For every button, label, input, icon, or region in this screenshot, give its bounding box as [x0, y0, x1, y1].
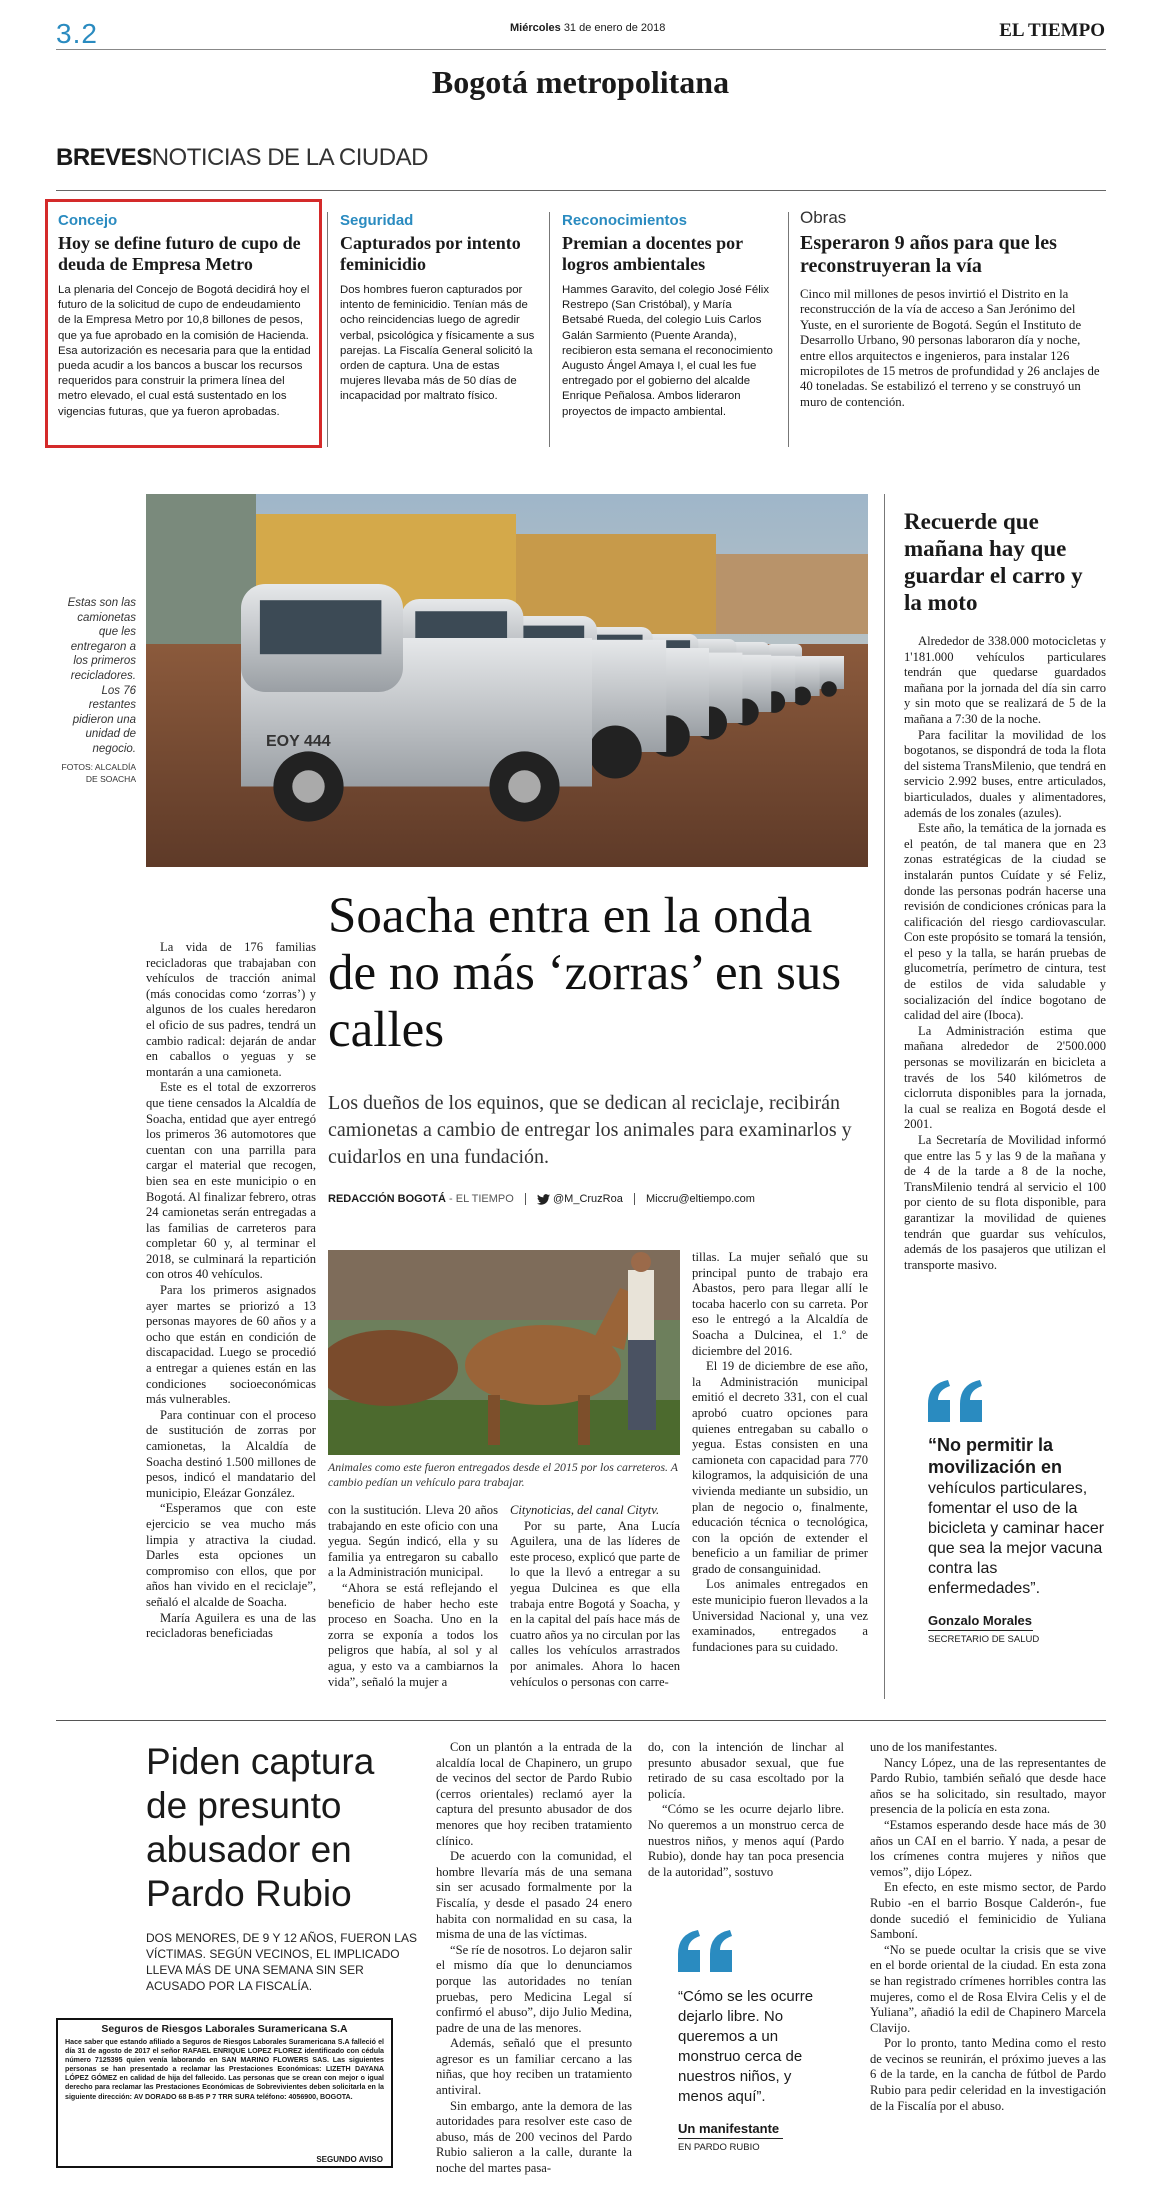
breve-concejo — [58, 212, 312, 420]
breve-headline: Premian a docentes por logros ambientales — [562, 233, 743, 274]
breve-divider — [788, 212, 789, 447]
paragraph: Este es el total de exzorreros que tiene censados la Alcaldía de Soacha, entidad que ayer entregó los primeros 36 automotores que cuentan con una parrilla para cargar el material que recogen, bien sea en este municipio o en Bogotá. Al finalizar febrero, otras 24 camionetas serán entregadas a las familias de carreteros para completar 60 y, al terminar el 2018, se culminará la repartición con otros 40 vehículos. — [146, 1080, 316, 1282]
paragraph: uno de los manifestantes. — [870, 1740, 998, 1754]
quote-text — [928, 1435, 1108, 1599]
legal-notice — [56, 2018, 393, 2168]
sidebar-body — [904, 634, 1106, 1273]
paragraph: con la sustitución. Lleva 20 años trabajando en este oficio con una yegua. Según indicó, ella y su familia ya entregaron su caballo a la Administración municipal. — [328, 1503, 498, 1580]
breve-reconocimientos — [562, 212, 776, 420]
horse-caption: Animales como este fueron entregados desde el 2015 por los carreteros. A cambio pedían un vehículo para trabajar. — [328, 1460, 678, 1489]
sidebar-divider — [884, 494, 885, 1699]
paragraph: Para facilitar la movilidad de los bogotanos, se dispondrá de toda la flota del sistema TransMilenio, que tendrá en servicio 2.992 buses, entre articulados, biarticulados, duales y alimentadores, además de los zonales (azules). — [904, 727, 1106, 820]
quote-text: “Cómo se les ocurre dejarlo libre. No queremos a un monstruo cerca de nuestros niños, y menos aquí”. — [678, 1988, 814, 2105]
paragraph: De acuerdo con la comunidad, el hombre llevaría más de una semana sin ser acusado formalmente por la Fiscalía, y desde el pasado 24 enero habita con normalidad en su casa, la misma de una de las víctimas. — [436, 1849, 632, 1942]
second-quote — [678, 1930, 828, 2153]
notice-title: Seguros de Riesgos Laborales Suramericana S.A — [101, 2023, 348, 2035]
trucks-photo — [146, 494, 868, 867]
photo-caption-text: Estas son las camionetas que les entregaron a los primeros recicladores. Los 76 restantes pidieron una unidad de negocio. — [67, 597, 136, 755]
paragraph — [510, 1503, 680, 1519]
breve-obras — [800, 208, 1106, 410]
paragraph: La vida de 176 familias recicladoras que trabajaban con vehículos de tracción animal (más conocidas como ‘zorras’) y algunos de los cuales heredaron el oficio de sus padres, tendrá un cambio radical: dejarán de andar en caballos o yeguas y se montarán a una camioneta. — [146, 940, 316, 1079]
main-column-2 — [328, 1503, 498, 1690]
trucks-image — [146, 494, 868, 867]
paragraph: do, con la intención de linchar al presunto abusador sexual, que fue retirado de su casa escoltado por la policía. — [648, 1740, 844, 1801]
quote-bold: “No permitir la movilización en — [928, 1435, 1063, 1477]
paragraph: La Secretaría de Movilidad informó que entre las 5 y las 9 de la mañana y de 4 de la tarde a 8 de la noche, TransMilenio tendrá al servicio el 100 por ciento de su flota disponible, para garantizar la movilidad de quienes tendrán que guardar sus vehículos, además de los pasajeros que utilizan el transporte masivo. — [904, 1133, 1106, 1272]
quote-role: EN PARDO RUBIO — [678, 2142, 760, 2153]
twitter-icon — [537, 1194, 550, 1205]
paragraph: “Se ríe de nosotros. Lo dejaron salir el mismo día que lo denunciamos porque las autoridades no tenían pruebas, pero Medicina Legal sí confirmó el abuso”, dijo Julio Medina, padre de una de las menores. — [436, 1942, 632, 2035]
quote-author-rule — [678, 2138, 783, 2139]
paragraph: “Cómo se les ocurre dejarlo libre. No queremos a un monstruo cerca de nuestros niños, y menos aquí (Pardo Rubio), donde hay tan poca presencia de la autoridad”, sostuvo — [648, 1802, 844, 1879]
breve-divider — [327, 212, 328, 447]
paragraph: tillas. La mujer señaló que su principal punto de trabajo era Abastos, pero para llegar allí le tocaba hacerlo con su carreta. Por eso le entregó a la Alcaldía de Soacha a Dulcinea, el 1.º de diciembre del 2016. — [692, 1250, 868, 1358]
quote-author: Un manifestante — [678, 2121, 780, 2136]
byline-email[interactable]: Miccru@eltiempo.com — [645, 1193, 755, 1205]
breve-kicker: Reconocimientos — [562, 212, 688, 229]
horse-image — [328, 1250, 680, 1455]
breve-seguridad — [340, 212, 538, 405]
paragraph: Este año, la temática de la jornada es el peatón, de tal manera que en 23 zonas estratégicas de la ciudad se instalarán puntos Cuídate y sé Feliz, donde las personas podrán hacerse una revisión de condiciones crónicas para la calificación del riesgo cardiovascular. Con este propósito se tomará la tensión, el peso y la talla, se harán pruebas de glucometría, perímetro de cintura, test de estilos de vida saludable y socialización del índice bogotano de calidad del aire (Iboca). — [904, 821, 1106, 1023]
breve-kicker: Concejo — [58, 212, 118, 229]
edition-date — [510, 22, 665, 34]
main-headline: Soacha entra en la onda de no más ‘zorras’ en sus calles — [328, 888, 842, 1058]
paragraph: Además, señaló que el presunto agresor es un familiar cercano a las niñas, que hoy reciben un tratamiento antiviral. — [436, 2036, 632, 2098]
person — [628, 1270, 654, 1340]
main-column-1 — [146, 940, 316, 1642]
breve-kicker: Obras — [800, 208, 847, 227]
breves-rule — [56, 190, 1106, 191]
paragraph: Por su parte, Ana Lucía Aguilera, una de las líderes de este proceso, explicó que parte de lo que la llevó a entregar a su yegua Dulcinea es que ella trabaja entre Bogotá y Soacha, y en la capital del país hace más de cuatro años ya no circulan por las calles los vehículos arrastrados por animales. Ahora lo hacen vehículos o personas con carre- — [510, 1518, 680, 1689]
page-number: 3.2 — [56, 18, 98, 49]
paragraph: Alrededor de 338.000 motocicletas y 1'181.000 vehículos particulares tendrán que quedarse guardados mañana por la jornada del día sin carro y sin moto que se realizará de 5 de la mañana a 7:30 de la noche. — [904, 634, 1106, 726]
breve-body: Dos hombres fueron capturados por intento de feminicidio. Tenían más de ocho reincidencias luego de agredir verbal, psicológica y físicamente a sus parejas. La Fiscalía General solicitó la orden de captura. Una de estas mujeres llevaba más de 50 días de incapacidad por maltrato físico. — [340, 284, 535, 403]
breves-label-bold: BREVES — [56, 144, 152, 171]
quote-mark-icon — [678, 1930, 736, 1972]
second-column-1 — [436, 1740, 632, 2177]
notice-footer: SEGUNDO AVISO — [316, 2155, 383, 2164]
byline-name: REDACCIÓN BOGOTÁ — [328, 1193, 446, 1205]
photo-credit: FOTOS: ALCALDÍA DE SOACHA — [61, 761, 136, 784]
photo-caption — [56, 596, 136, 785]
breve-body: La plenaria del Concejo de Bogotá decidirá hoy el futuro de la solicitud de cupo de endeudamiento de la Empresa Metro por 10,8 billones de pesos, que ya fue aprobado en la comisión de Hacienda. Esa autorización es necesaria para que la entidad pueda acudir a los bancos a buscar los recursos requeridos para construir la primera línea del metro elevado, el cual está sustentado en los vigencias futuras, que ya fueron aprobadas. — [58, 284, 311, 418]
brand-logo: EL TIEMPO — [999, 20, 1105, 41]
second-column-3 — [870, 1740, 1106, 2114]
edition-day: Miércoles — [510, 22, 561, 34]
truck-plate: EOY 444 — [266, 733, 331, 750]
paragraph: La Administración estima que mañana alrededor de 2'500.000 personas se movilizarán en bicicleta a través de los 540 kilómetros de ciclorruta disponibles para la jornada, la cual se realiza en Bogotá desde el 2001. — [904, 1023, 1106, 1132]
byline-divider — [525, 1193, 526, 1205]
paragraph: Para continuar con el proceso de sustitución de zorras por camionetas, la Alcaldía de Soacha destinó 1.500 millones de pesos, indicó el mandatario del municipio, Eleázar González. — [146, 1407, 316, 1500]
section-title: Bogotá metropolitana — [431, 64, 730, 100]
breve-body: Cinco mil millones de pesos invirtió el Distrito en la reconstrucción de la vía de acceso a San Jerónimo del Yuste, en el suroriente de Bogotá. Según el Instituto de Desarrollo Urbano, 90 personas laboraron día y noche, entre ellos arquitectos e ingenieros, para instalar 126 micropilotes de 15 metros de profundidad y 26 anclajes de 40 toneladas. Se estabilizó el terreno y se construyó un muro de contención. — [800, 287, 1100, 409]
paragraph: “No se puede ocultar la crisis que se vive en el borde oriental de la ciudad. En esta zona se han registrado crímenes horribles contra las mujeres, como el de Rosa Elvira Celis y el de Yuliana”, añadió la edil de Chapinero Marcela Clavijo. — [870, 1942, 1106, 2035]
second-dek: DOS MENORES, DE 9 Y 12 AÑOS, FUERON LAS VÍCTIMAS. SEGÚN VECINOS, EL IMPLICADO LLEVA MÁS DE UNA SEMANA SIN SER ACUSADO POR LA FISCALÍA. — [146, 1931, 417, 1993]
main-column-3 — [510, 1503, 680, 1690]
byline-twitter[interactable]: @M_CruzRoa — [553, 1193, 623, 1205]
sidebar-headline: Recuerde que mañana hay que guardar el carro y la moto — [904, 509, 1083, 615]
paragraph: Por lo pronto, tanto Medina como el resto de vecinos se reunirán, el próximo jueves a las 6 de la tarde, en la cancha de fútbol de Pardo Rubio para pedir celeridad en la investigación de la Fiscalía por el abuso. — [870, 2036, 1106, 2113]
paragraph: En efecto, en este mismo sector, de Pardo Rubio -en el barrio Bosque Calderón-, fue donde sucedió el feminicidio de Yuliana Samboní. — [870, 1880, 1106, 1942]
paragraph: Con un plantón a la entrada de la alcaldía local de Chapinero, un grupo de vecinos del sector de Pardo Rubio (cerros orientales) reclamó ayer la captura del presunto abusador de dos menores que hoy reciben tratamiento clínico. — [436, 1740, 632, 1848]
paragraph: María Aguilera es una de las recicladoras beneficiadas — [146, 1610, 316, 1641]
masthead-rule — [56, 49, 1106, 50]
second-headline: Piden captura de presunto abusador en Pardo Rubio — [146, 1741, 375, 1914]
breve-headline: Capturados por intento feminicidio — [340, 233, 521, 274]
breves-label-rest: NOTICIAS DE LA CIUDAD — [151, 144, 428, 171]
quote-author-rule — [928, 1630, 1033, 1631]
breve-headline: Hoy se define futuro de cupo de deuda de Empresa Metro — [58, 233, 301, 274]
paragraph: Los animales entregados en este municipio fueron llevados a la Universidad Nacional y, una vez examinados, entregados a fundaciones para su cuidado. — [692, 1577, 868, 1654]
second-column-2 — [648, 1740, 844, 1880]
paragraph: Sin embargo, ante la demora de las autoridades para resolver este caso de abuso, más de 200 vecinos del Pardo Rubio salieron a la calle, durante la noche del martes pasa- — [436, 2098, 632, 2176]
main-dek: Los dueños de los equinos, que se dedican al reciclaje, recibirán camionetas a cambio de entregar los animales para examinarlos y cuidarlos en una fundación. — [328, 1092, 852, 1168]
second-story-rule — [56, 1720, 1106, 1721]
quote-rest: vehículos particulares, fomentar el uso de la bicicleta y caminar hacer que sea la mejor vacuna contra las enfermedades”. — [928, 1480, 1105, 1597]
paragraph: Nancy López, una de las representantes de Pardo Rubio, también señaló que desde hace años se ha solicitado, sin resultado, mayor presencia de la policía en esta zona. — [870, 1755, 1106, 1817]
main-byline — [328, 1193, 755, 1205]
paragraph-text: Citynoticias, del canal Citytv. — [510, 1503, 660, 1517]
quote-role: SECRETARIO DE SALUD — [928, 1634, 1040, 1645]
paragraph: “Esperamos que con este ejercicio se vea mucho más limpia y atractiva la ciudad. Darles esta opciones un compromiso con ellos, que por años han vivido en el reciclaje”, señaló el alcalde de Soacha. — [146, 1501, 316, 1609]
breves-label — [56, 144, 428, 172]
sidebar — [904, 508, 1106, 1273]
breve-kicker: Seguridad — [340, 212, 414, 229]
breve-headline: Esperaron 9 años para que les reconstruyeran la vía — [800, 232, 1057, 277]
breve-divider — [549, 212, 550, 447]
sidebar-quote — [928, 1380, 1108, 1645]
paragraph: El 19 de diciembre de ese año, la Administración municipal emitió el decreto 331, con el cual aprobó cuatro opciones para quienes entregaban su caballo o yegua. Estas consisten en una camioneta con capacidad para 770 kilogramos, la adquisición de una vivienda mediante un subsidio, un plan de negocio o, finalmente, educación técnica o tecnológica, con la opción de extender el beneficio a un familiar de primer grado de consanguinidad. — [692, 1359, 868, 1576]
byline-outlet: - EL TIEMPO — [445, 1193, 514, 1205]
notice-body: Hace saber que estando afiliado a Seguros de Riesgos Laborales Suramericana S.A falleció el día 31 de agosto de 2017 el señor RAFAEL ENRIQUE LOPEZ FLOREZ identificado con cédula número 7125395 quien venía laborando en SAN MARINO FLOWERS SAS. Las siguientes personas se han presentado a reclamar las Prestaciones Económicas: LIZETH DAYANA LÓPEZ GÓMEZ en calidad de hija del fallecido. Las personas que se crean con mejor o igual derecho para reclamar las Prestaciones Económicas de Sobrevivientes deben solicitarla en la siguiente dirección: AV DORADO 68 B-85 P 7 TRR SURA teléfono: 4056900, BOGOTA. — [65, 2038, 384, 2101]
paragraph: “Estamos esperando desde hace más de 30 años un CAI en el barrio. Y nada, a pesar de los crímenes contra mujeres y niños que vemos”, dijo López. — [870, 1817, 1106, 1879]
byline-divider — [634, 1193, 635, 1205]
quote-mark-icon — [928, 1380, 986, 1422]
edition-date-text: 31 de enero de 2018 — [563, 22, 666, 34]
paragraph: “Ahora se está reflejando el beneficio de haber hecho este proceso en Soacha. Uno en la zorra se exponía a todos los peligros que había, al sol y al agua, y esto va a cambiarnos la vida”, señaló la mujer a — [328, 1580, 498, 1689]
paragraph: Para los primeros asignados ayer martes se priorizó a 13 personas mayores de 60 años y a ocho que están en condición de discapacidad. Luego se procedió a entregar a quienes están en las condiciones socioeconómicas más vulnerables. — [146, 1283, 316, 1407]
breve-body: Hammes Garavito, del colegio José Félix Restrepo (San Cristóbal), y María Betsabé Rueda, del colegio Luis Carlos Galán Sarmiento (Puente Aranda), recibieron esta semana el reconocimiento Augusto Ángel Amaya I, el cual les fue entregado por el gobierno del alcalde Enrique Peñalosa. Ambos lideraron proyectos de impacto ambiental. — [562, 284, 773, 418]
quote-author: Gonzalo Morales — [928, 1613, 1033, 1628]
main-column-4 — [692, 1250, 868, 1655]
horse-photo — [328, 1250, 680, 1455]
